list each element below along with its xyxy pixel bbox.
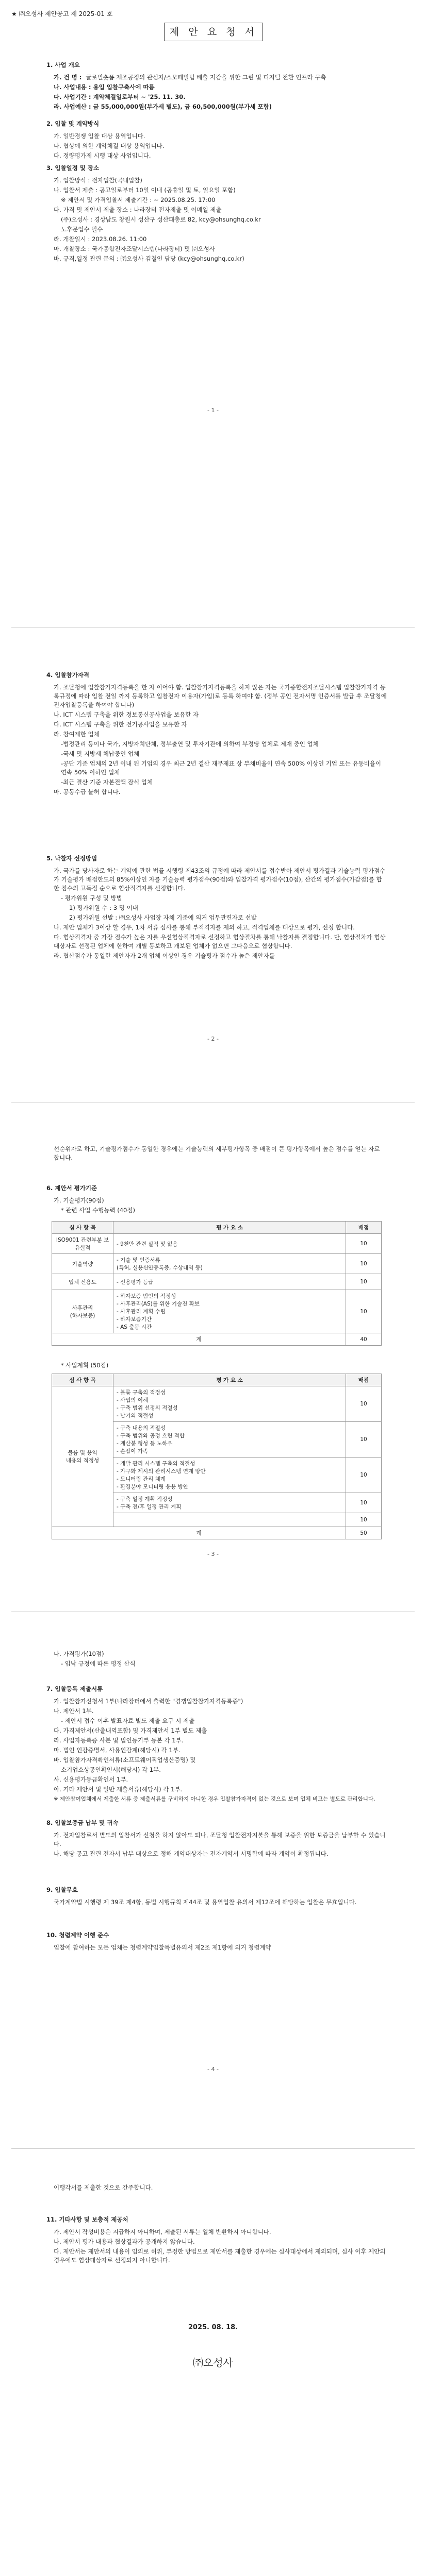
section-selection xyxy=(46,854,387,961)
table-cell: 40 xyxy=(346,1333,382,1346)
table-cell: - 볼륨 구축의 적정성 - 사업의 이해 - 구축 범위 선정의 적절성 - 납기의 적절성 xyxy=(113,1386,346,1422)
text-line: 가. 입찰방식 : 전자입찰(국내입찰) xyxy=(54,177,142,184)
table-row xyxy=(52,1254,382,1274)
text-line: 바. 입찰참가자격확인서류(소프트웨어직업생산증명) 및 xyxy=(54,1756,196,1764)
section-heading: 10. 청렴계약 이행 준수 xyxy=(46,1931,109,1939)
text-line: - 제안서 접수 이후 발표자료 별도 제출 요구 시 제출 xyxy=(61,1717,195,1724)
table-cell: 10 xyxy=(346,1386,382,1422)
section-heading: 8. 입찰보증금 납부 및 귀속 xyxy=(46,1819,119,1826)
text-line: - 입낙 규정에 따른 평정 산식 xyxy=(61,1660,136,1667)
text-line: 나. 입찰서 제출 : 공고일로부터 10일 이내 (공휴일 및 토, 일요일 포함) xyxy=(54,187,236,194)
text-line: 국가계약법 시행령 제 39조 제4항, 동법 시행규칙 제44조 및 용역입찰 유의서 제12조에 해당하는 입찰은 무효입니다. xyxy=(54,1899,357,1906)
text-line: 가. 기술평가(90점) xyxy=(54,1197,104,1204)
section-heading: 3. 입찰일정 및 장소 xyxy=(46,164,100,172)
table-cell xyxy=(113,1513,346,1527)
evaluation-table-2 xyxy=(52,1374,382,1539)
section-price-evaluation xyxy=(46,1649,387,1669)
text-line: * 사업계획 (50점) xyxy=(61,1362,109,1369)
evaluation-table-1 xyxy=(52,1221,382,1346)
text-line: 나. ICT 시스템 구축을 위한 정보통신공사업을 보유한 자 xyxy=(54,711,199,718)
project-content: 나. 사업내용 : 용입 입찰구축사에 따름 xyxy=(54,83,155,91)
table-total-row xyxy=(52,1333,382,1346)
text-line: 마. 법인 인감증명서, 사용인감계(해당시) 각 1부. xyxy=(54,1747,181,1754)
text-line: (주)오성사 : 경상남도 창원시 성산구 성산패총로 82, kcy@ohsunghq.co.kr xyxy=(61,216,261,223)
section-evaluation xyxy=(46,1184,387,1216)
text-line: 다. 협상적격자 중 가장 점수가 높은 자를 우선협상적격자로 선정하고 협상절차를 통해 낙찰자를 결정합니다. 단, 협상절차가 협상대상자로 선정된 업체에 한하여 개별 통보하고 개보된 업체가 없으면 그다음으로 협상합니다. xyxy=(54,934,386,950)
section-integrity-continued xyxy=(46,2182,387,2193)
section-invalid-bids xyxy=(46,1886,387,1908)
text-line: 다. 정량평가제 시행 대상 사업입니다. xyxy=(54,152,151,159)
section-contract-method xyxy=(46,120,387,161)
section-documents xyxy=(46,1685,387,1805)
text-line: 나. 제안서 평가 내용과 협상결과가 공개하지 않습니다. xyxy=(54,2238,195,2245)
table-row xyxy=(52,1274,382,1290)
page-number: - 3 - xyxy=(207,1551,219,1557)
section-heading: 11. 기타사항 및 보충적 제공처 xyxy=(46,2216,128,2223)
table-cell: - 구축 일정 계획 적정성 - 구축 전/후 일정 관리 계획 xyxy=(113,1493,346,1513)
text-line: 선순위자로 하고, 기술평가점수가 동일한 경우에는 기술능력의 세부평가항목 중 배점이 큰 평가항목에서 높은 점수를 얻는 자로 합니다. xyxy=(54,1145,380,1161)
text-line: 가. 국가를 당사자로 하는 계약에 관한 법률 시행령 제43조의 규정에 따라 제안서를 접수받아 제안서 평가결과 기술능력 평가점수가 기술평가 배점한도의 85%이상인 자를 기술능력 평가점수(90점)와 입찰가격 평가점수(10점), 산간의 평가점수(가감점)를 합한 점수의 고득점 순으로 협상적격자를 선정합니다. xyxy=(54,867,386,892)
table-cell: 기술역량 xyxy=(52,1254,113,1274)
page-divider xyxy=(11,2148,415,2149)
table-cell: 50 xyxy=(346,1527,382,1539)
table-cell: 사후관리 (하자보증) xyxy=(52,1290,113,1333)
section-heading: 1. 사업 개요 xyxy=(46,61,80,69)
table-cell: 10 xyxy=(346,1234,382,1254)
table-cell: 10 xyxy=(346,1254,382,1274)
table-cell: - 구축 내용의 적절성 - 구축 범위와 공정 흐린 적합 - 계산봉 형성 등 노하우 - 손잡이 가족 xyxy=(113,1422,346,1458)
text-line: 나. 협상에 의한 계약체결 대상 용역입니다. xyxy=(54,142,165,149)
text-line: 가. 제안서 작성비용은 지급하지 아니하며, 제출된 서류는 일체 반환하지 아니합니다. xyxy=(54,2228,271,2235)
text-line: 다. 가격제안서(산출내역포함) 및 가격제안서 1부 별도 제출 xyxy=(54,1727,207,1734)
table-total-row xyxy=(52,1527,382,1539)
text-line: 라. 협산점수가 동일한 제안자가 2개 업체 이상인 경우 기술평가 점수가 높은 제안자를 xyxy=(54,952,275,959)
section-overview xyxy=(46,61,387,112)
text-line: 라. 참여제한 업체 xyxy=(54,731,100,738)
text-line: 다. 제안서는 제안서의 내용이 임의로 허위, 부정한 방법으로 제안서를 제출한 경우에는 심사대상에서 제외되며, 심사 이후 제안의 경우에도 협상대상자로 선정되지 아니합니다. xyxy=(54,2248,386,2264)
text-line: * 관련 사업 수행능력 (40점) xyxy=(61,1207,135,1214)
table-header: 배점 xyxy=(346,1222,382,1234)
text-line: 가. 입찰참가신청서 1부(나라장터에서 출력한 "경쟁입찰참가자격등록증") xyxy=(54,1698,243,1705)
project-name-label: 가. 건 명 : xyxy=(54,74,82,81)
section-heading: 2. 입찰 및 계약방식 xyxy=(46,120,100,127)
section-selection-continued xyxy=(46,1144,387,1163)
table-cell: 10 xyxy=(346,1290,382,1333)
project-name-value: 글로벌숏폼 제조공정의 관심자/스모패밀팁 배출 저감을 위한 그린 및 디지털 전환 인프라 구축 xyxy=(86,74,326,81)
text-line: 다. 가격 및 제안서 제출 장소 : 나라장터 전자제출 및 이메일 제출 xyxy=(54,206,222,213)
table-cell: 계 xyxy=(52,1333,346,1346)
text-line: 나. 가격평가(10점) xyxy=(54,1650,104,1657)
table-row xyxy=(52,1386,382,1422)
table-cell: 볼륨 및 용역 내용의 적정성 xyxy=(52,1386,113,1527)
section-heading: 4. 입찰참가자격 xyxy=(46,671,90,679)
text-line: 라. 사업자등록증 사본 및 법인등기부 등본 각 1부. xyxy=(54,1737,184,1744)
text-line: 라. 개찰일시 : 2023.08.26. 11:00 xyxy=(54,235,147,243)
text-line: 바. 규격,일정 관련 문의 : ㈜오성사 김철인 담당 (kcy@ohsunghq.co.kr) xyxy=(54,255,244,262)
company-name: ㈜오성사 xyxy=(193,2357,233,2369)
table-cell: 10 xyxy=(346,1493,382,1513)
project-period: 다. 사업기간 : 계약체결일로부터 ~ '25. 11. 30. xyxy=(54,93,186,100)
text-line: 나. 해당 공고 관련 전자서 납부 대상으로 정해 계약대상자는 전자계약서 서명함에 따라 계약이 확정됩니다. xyxy=(54,1850,329,1857)
table-header: 심 사 항 목 xyxy=(52,1222,113,1234)
text-line: 2) 평가위원 선발 : ㈜오성사 사업장 자체 기준에 의거 업무관련자로 선발 xyxy=(69,914,257,921)
text-line: 사. 신용평가등급확인서 1부. xyxy=(54,1776,128,1783)
text-line: -국세 및 지방세 체납중인 업체 xyxy=(61,750,140,757)
document-title: 제 안 요 청 서 xyxy=(164,23,263,41)
text-line: -법정관리 등이나 국가, 지방자치단체, 정부출연 및 투자기관에 의하여 부정당 업체로 제재 중인 업체 xyxy=(61,740,319,748)
text-line: 이행각서를 제출한 것으로 간주합니다. xyxy=(54,2184,153,2191)
section-heading: 7. 입찰등록 제출서류 xyxy=(46,1685,103,1692)
table-row xyxy=(52,1290,382,1333)
table-cell: - 개발 관리 시스템 구축의 적절성 - 가구화 제시의 관리시스템 연계 방안 - 모니터링 관리 체계 - 환경분야 모니터링 응용 방안 xyxy=(113,1458,346,1493)
table-cell: 10 xyxy=(346,1422,382,1458)
note-text: ※ 제안참여업체에서 제출한 서류 중 제출서류를 구비하지 아니한 경우 입찰참가자격이 없는 것으로 보며 업체 비고는 별도로 관리합니다. xyxy=(54,1796,375,1802)
table-header: 평 가 요 소 xyxy=(113,1222,346,1234)
text-line: 가. 조달청에 입찰참가자격등록을 한 자 이어야 함. 입찰참가자격등록을 하지 않은 자는 국가종합전자조달시스템 입찰참가자격 등록규정에 따라 입찰 전일 까지 등록하고 입찰전자 이용자(가입)로 등록 하여야 함. (정부 공인 전자서명 인증서를 발급 후 조달청에 전자입찰등록을 하여야 합니다) xyxy=(54,684,387,708)
page-number: - 1 - xyxy=(207,407,219,414)
text-line: 마. 개찰장소 : 국가종합전자조달시스템(나라장터) 및 ㈜오성사 xyxy=(54,245,215,252)
text-line: 아. 기타 제안서 및 일반 제출서류(해당시) 각 1부. xyxy=(54,1786,183,1793)
section-heading: 5. 낙찰자 선정방법 xyxy=(46,855,97,862)
page-number: - 4 - xyxy=(207,2066,219,2073)
project-budget: 라. 사업예산 : 금 55,000,000원(부가세 별도), 금 60,500,000원(부가세 포함) xyxy=(54,103,272,110)
text-line: -최근 결산 기준 자본전액 잠식 업체 xyxy=(61,778,153,786)
table-header: 배점 xyxy=(346,1374,382,1386)
text-line: 입찰에 참여하는 모든 업체는 청렴계약입찰특별유의서 제2조 제1항에 의거 청렴계약 xyxy=(54,1944,271,1951)
text-line: 노후문입수 필수 xyxy=(61,226,103,233)
section-misc xyxy=(46,2215,387,2266)
text-line: 소기업소상공인확인서(해당시) 각 1부. xyxy=(61,1766,161,1773)
text-line: 나. 제안서 1부. xyxy=(54,1707,94,1715)
project-name xyxy=(46,73,387,82)
document-number: ★ ㈜오성사 제안공고 제 2025-01 호 xyxy=(11,10,113,18)
text-line: -공단 기준 업체의 2년 이내 된 기업의 경우 최근 2년 결산 재무제표 상 부채비율이 연속 500% 이상인 기업 또는 유동비율이 연속 50% 이하인 업체 xyxy=(61,760,382,776)
text-line: 다. ICT 시스템 구축을 위한 전기공사업을 보유한 자 xyxy=(54,721,187,728)
text-line: 마. 공동수급 불허 합니다. xyxy=(54,788,121,795)
section-deposit xyxy=(46,1819,387,1859)
section-schedule xyxy=(46,164,387,264)
document-date: 2025. 08. 18. xyxy=(188,2324,238,2331)
table-cell: 10 xyxy=(346,1458,382,1493)
table-cell: 계 xyxy=(52,1527,346,1539)
table-cell: - 하자보증 범인의 적정성 - 사후관리(AS)를 위한 기술진 확보 - 사후관리 계획 수립 - 하자보증기간 - AS 출동 시간 xyxy=(113,1290,346,1333)
section-heading: 9. 입찰무효 xyxy=(46,1886,78,1893)
section-heading: 6. 제안서 평가기준 xyxy=(46,1184,97,1192)
table-header: 평 가 요 소 xyxy=(113,1374,346,1386)
text-line: 1) 평가위원 수 : 3 명 이내 xyxy=(69,904,138,911)
text-line: 나. 제안 업체가 3이상 할 경우, 1차 서류 심사를 통해 부적격자를 제외 하고, 적격업체를 대상으로 평가, 선정 합니다. xyxy=(54,924,355,931)
table-cell: - 9천만 관련 실적 및 없음 xyxy=(113,1234,346,1254)
table-cell: - 기술 및 인증서류 (특허, 실용신안등록증, 수상내역 등) xyxy=(113,1254,346,1274)
section-evaluation-plan xyxy=(46,1360,387,1371)
table-cell: - 신용평가 등급 xyxy=(113,1274,346,1290)
text-line: ※ 제안서 및 가격입찰서 제출기간 : ~ 2025.08.25. 17:00 xyxy=(61,196,216,204)
text-line: 가. 전자입찰로서 별도의 입찰서가 신청을 하지 않아도 되나, 조달청 입찰전자지불을 통해 보증을 위한 보증금을 납부할 수 있습니다. xyxy=(54,1832,386,1848)
table-row xyxy=(52,1234,382,1254)
table-cell: 업체 신용도 xyxy=(52,1274,113,1290)
table-header: 심 사 항 목 xyxy=(52,1374,113,1386)
table-cell: 10 xyxy=(346,1513,382,1527)
text-line: - 평가위원 구성 및 방법 xyxy=(61,894,122,902)
section-eligibility xyxy=(46,671,387,798)
section-integrity xyxy=(46,1931,387,1953)
page-number: - 2 - xyxy=(207,1036,219,1042)
table-cell: 10 xyxy=(346,1274,382,1290)
table-cell: ISO9001 관련부분 보유실적 xyxy=(52,1234,113,1254)
text-line: 가. 일반경쟁 입찰 대상 용역입니다. xyxy=(54,132,145,140)
